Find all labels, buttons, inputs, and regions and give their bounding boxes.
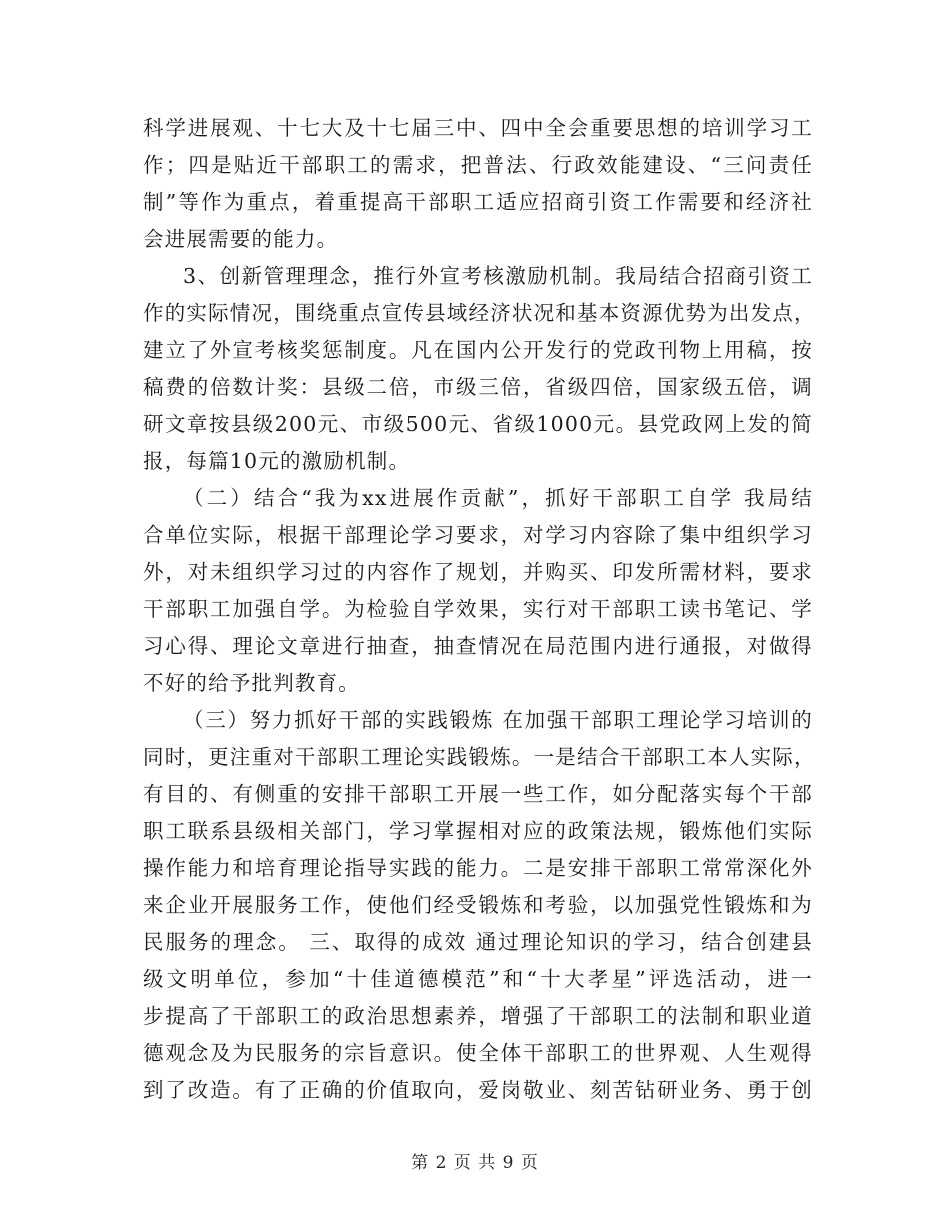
- text-line: 作；四是贴近干部职工的需求，把普法、行政效能建设、“三问责任: [143, 153, 813, 177]
- paragraph-first-line: 3、创新管理理念，推行外宣考核激励机制。我局结合招商引资工: [183, 264, 813, 288]
- text-line: 外，对未组织学习过的内容作了规划，并购买、印发所需材料，要求: [143, 560, 813, 584]
- text-line: 习心得、理论文章进行抽查，抽查情况在局范围内进行通报，对做得: [143, 634, 813, 658]
- page-number: 第 2 页 共 9 页: [411, 1153, 539, 1173]
- text-line: 到了改造。有了正确的价值取向，爱岗敬业、刻苦钻研业务、勇于创: [143, 1078, 813, 1102]
- paragraph-first-line: （三）努力抓好干部的实践锻炼 在加强干部职工理论学习培训的: [183, 708, 813, 732]
- text-line: 建立了外宣考核奖惩制度。凡在国内公开发行的党政刊物上用稿，按: [143, 338, 813, 362]
- paragraph-first-line: （二）结合“我为xx进展作贡献”，抓好干部职工自学 我局结: [183, 486, 813, 510]
- text-line: 级文明单位，参加“十佳道德模范”和“十大孝星”评选活动，进一: [143, 967, 813, 991]
- text-line: 有目的、有侧重的安排干部职工开展一些工作，如分配落实每个干部: [143, 782, 813, 806]
- text-line: 操作能力和培育理论指导实践的能力。二是安排干部职工常常深化外: [143, 856, 813, 880]
- text-line: 研文章按县级200元、市级500元、省级1000元。县党政网上发的简: [143, 412, 813, 436]
- text-line: 科学进展观、十七大及十七届三中、四中全会重要思想的培训学习工: [143, 116, 813, 140]
- text-line: 制”等作为重点，着重提高干部职工适应招商引资工作需要和经济社: [143, 190, 813, 214]
- text-line: 不好的给予批判教育。: [143, 671, 360, 695]
- text-line: 稿费的倍数计奖：县级二倍，市级三倍，省级四倍，国家级五倍，调: [143, 375, 813, 399]
- text-line: 职工联系县级相关部门，学习掌握相对应的政策法规，锻炼他们实际: [143, 819, 813, 843]
- text-line: 作的实际情况，围绕重点宣传县域经济状况和基本资源优势为出发点，: [143, 301, 816, 325]
- text-line: 干部职工加强自学。为检验自学效果，实行对干部职工读书笔记、学: [143, 597, 813, 621]
- text-line: 会进展需要的能力。: [143, 227, 339, 251]
- text-line: 德观念及为民服务的宗旨意识。使全体干部职工的世界观、人生观得: [143, 1041, 813, 1065]
- text-line: 步提高了干部职工的政治思想素养，增强了干部职工的法制和职业道: [143, 1004, 813, 1028]
- text-line: 合单位实际，根据干部理论学习要求，对学习内容除了集中组织学习: [143, 523, 813, 547]
- text-line: 同时，更注重对干部职工理论实践锻炼。一是结合干部职工本人实际，: [143, 745, 816, 769]
- text-line: 来企业开展服务工作，使他们经受锻炼和考验，以加强党性锻炼和为: [143, 893, 813, 917]
- text-line: 民服务的理念。 三、取得的成效 通过理论知识的学习，结合创建县: [143, 930, 813, 954]
- text-line: 报，每篇10元的激励机制。: [143, 449, 411, 473]
